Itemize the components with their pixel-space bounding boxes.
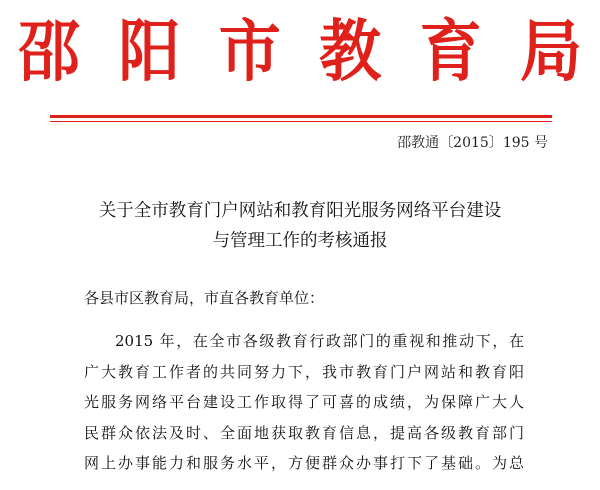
letterhead-char-3: 市: [218, 12, 281, 91]
letterhead-divider-thick: [50, 115, 552, 118]
document-title: [40, 196, 560, 256]
document-number: 邵教通〔2015〕195 号: [397, 135, 548, 151]
letterhead-divider-thin: [50, 121, 552, 122]
body-line-4: 民群众依法及时、全面地获取教育信息，提高各级教育部门: [84, 423, 524, 442]
letterhead-char-6: 局: [519, 12, 582, 91]
letterhead-char-2: 阳: [118, 12, 181, 91]
body-paragraph: [84, 326, 524, 479]
letterhead-title: [18, 10, 582, 94]
document-title-line-2: 与管理工作的考核通报: [212, 231, 388, 251]
body-line-3: 光服务网络平台建设工作取得了可喜的成绩，为保障广大人: [84, 393, 524, 411]
body-line-5: 网上办事能力和服务水平，方便群众办事打下了基础。为总: [84, 454, 524, 472]
document-title-line-1: 关于全市教育门户网站和教育阳光服务网络平台建设: [98, 201, 502, 221]
letterhead-char-5: 育: [419, 12, 482, 91]
letterhead-char-4: 教: [319, 12, 382, 91]
body-line-1: 2015 年，在全市各级教育行政部门的重视和推动下，在: [115, 332, 524, 350]
letterhead-char-1: 邵: [18, 12, 81, 91]
salutation: 各县市区教育局，市直各教育单位：: [84, 289, 325, 307]
body-line-2: 广大教育工作者的共同努力下，我市教育门户网站和教育阳: [84, 362, 524, 381]
